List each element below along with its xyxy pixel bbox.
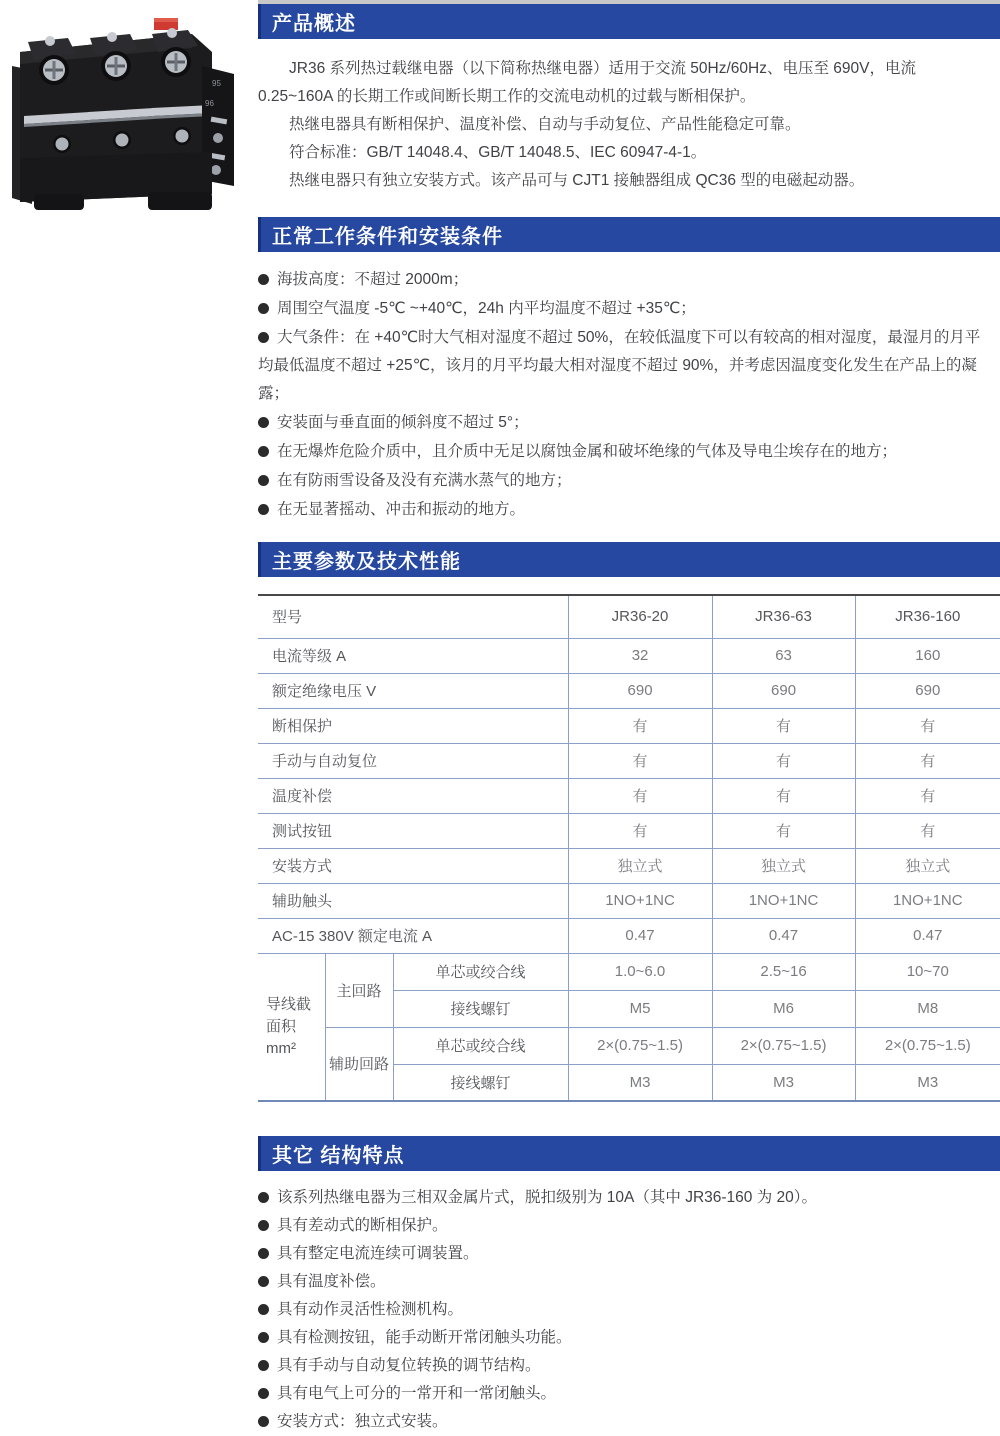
bullet-item xyxy=(258,1268,992,1295)
value-cell: 有 xyxy=(855,708,1000,743)
bullet-icon xyxy=(258,1248,269,1259)
bullet-icon xyxy=(258,332,269,343)
value-cell: 1NO+1NC xyxy=(855,883,1000,918)
wire-row-label: 单芯或绞合线 xyxy=(393,953,568,990)
paragraph: 热继电器只有独立安装方式。该产品可与 CJT1 接触器组成 QC36 型的电磁起动器。 xyxy=(289,172,865,189)
value-cell: 0.47 xyxy=(855,918,1000,953)
bullet-text: 安装方式：独立式安装。 xyxy=(277,1413,448,1430)
bullet-text: 海拔高度：不超过 2000m； xyxy=(277,271,469,288)
value-cell: 独立式 xyxy=(712,848,855,883)
relay-illustration xyxy=(6,8,238,212)
value-cell: 有 xyxy=(855,778,1000,813)
value-cell: 32 xyxy=(568,638,712,673)
value-cell: 独立式 xyxy=(568,848,712,883)
bullet-text: 具有温度补偿。 xyxy=(277,1273,386,1290)
bullet-icon xyxy=(258,1332,269,1343)
paragraph: 符合标准：GB/T 14048.4、GB/T 14048.5、IEC 60947-4-1。 xyxy=(289,144,707,161)
overview-paragraphs xyxy=(258,55,1000,195)
bullet-item xyxy=(258,1380,992,1407)
paragraph: 热继电器具有断相保护、温度补偿、自动与手动复位、产品性能稳定可靠。 xyxy=(289,116,801,133)
wire-group-title: 导线截面积 xyxy=(266,995,312,1035)
bullet-item xyxy=(258,1240,992,1267)
value-cell: M8 xyxy=(855,990,1000,1027)
row-label: AC-15 380V 额定电流 A xyxy=(258,918,568,953)
value-cell: 63 xyxy=(712,638,855,673)
table-row xyxy=(258,883,1000,918)
model-header-cell: JR36-160 xyxy=(855,595,1000,638)
table-row xyxy=(258,743,1000,778)
value-cell: 1NO+1NC xyxy=(568,883,712,918)
circuit-label: 主回路 xyxy=(325,953,393,1027)
terminal-towers xyxy=(28,28,198,85)
bullet-icon xyxy=(258,1360,269,1371)
value-cell: M6 xyxy=(712,990,855,1027)
value-cell: 有 xyxy=(568,743,712,778)
value-cell: 690 xyxy=(855,673,1000,708)
bullet-item xyxy=(258,1296,992,1323)
bullet-item xyxy=(258,1212,992,1239)
bullet-icon xyxy=(258,1276,269,1287)
bullet-icon xyxy=(258,1388,269,1399)
bullet-text: 具有检测按钮，能手动断开常闭触头功能。 xyxy=(277,1329,572,1346)
value-cell: M5 xyxy=(568,990,712,1027)
value-cell: 有 xyxy=(712,813,855,848)
value-cell: 2.5~16 xyxy=(712,953,855,990)
row-label: 安装方式 xyxy=(258,848,568,883)
conditions-bullet-list xyxy=(258,266,1000,524)
row-label: 测试按钮 xyxy=(258,813,568,848)
paragraph: JR36 系列热过载继电器（以下简称热继电器）适用于交流 50Hz/60Hz、电压至 690V，电流 0.25~160A 的长期工作或间断长期工作的交流电动机的过载与断相保护。 xyxy=(258,60,916,105)
value-cell: 2×(0.75~1.5) xyxy=(568,1027,712,1064)
value-cell: 有 xyxy=(712,778,855,813)
bullet-icon xyxy=(258,1192,269,1203)
bullet-icon xyxy=(258,1416,269,1427)
bullet-text: 具有动作灵活性检测机构。 xyxy=(277,1301,464,1318)
value-cell: 有 xyxy=(712,743,855,778)
terminal-label-96: 96 xyxy=(205,99,214,108)
section-title: 产品概述 xyxy=(272,13,356,35)
table-row xyxy=(258,673,1000,708)
table-header-label: 型号 xyxy=(258,595,568,638)
bullet-text: 大气条件：在 +40℃时大气相对湿度不超过 50%，在较低温度下可以有较高的相对湿度，最湿月的月平均最低温度不超过 +25℃，该月的月平均最大相对湿度不超过 90%，并考虑因温度变化发生在产品上的凝露； xyxy=(258,329,981,402)
value-cell: 0.47 xyxy=(568,918,712,953)
model-header-cell: JR36-63 xyxy=(712,595,855,638)
bullet-item xyxy=(258,266,992,294)
wire-group-unit: mm² xyxy=(266,1039,296,1057)
value-cell: 有 xyxy=(568,708,712,743)
value-cell: 有 xyxy=(855,743,1000,778)
value-cell: 160 xyxy=(855,638,1000,673)
table-row xyxy=(258,918,1000,953)
value-cell: 有 xyxy=(712,708,855,743)
bullet-text: 安装面与垂直面的倾斜度不超过 5°； xyxy=(277,414,529,431)
section-title: 其它 结构特点 xyxy=(272,1145,405,1167)
value-cell: M3 xyxy=(568,1064,712,1101)
section-header-overview xyxy=(258,4,1000,39)
table-row xyxy=(258,953,1000,990)
section-title: 正常工作条件和安装条件 xyxy=(272,226,503,248)
terminal-label-95: 95 xyxy=(212,79,221,88)
value-cell: 1NO+1NC xyxy=(712,883,855,918)
table-row xyxy=(258,848,1000,883)
bullet-text: 在无显著摇动、冲击和振动的地方。 xyxy=(277,501,526,518)
row-label: 断相保护 xyxy=(258,708,568,743)
value-cell: 有 xyxy=(855,813,1000,848)
bullet-icon xyxy=(258,274,269,285)
value-cell: 690 xyxy=(568,673,712,708)
table-row xyxy=(258,595,1000,638)
bullet-icon xyxy=(258,417,269,428)
bullet-icon xyxy=(258,303,269,314)
section-header-parameters xyxy=(258,542,1000,577)
content-column xyxy=(258,0,1000,1436)
bullet-text: 在无爆炸危险介质中，且介质中无足以腐蚀金属和破坏绝缘的气体及导电尘埃存在的地方； xyxy=(277,443,898,460)
value-cell: 0.47 xyxy=(712,918,855,953)
row-label: 电流等级 A xyxy=(258,638,568,673)
row-label: 额定绝缘电压 V xyxy=(258,673,568,708)
spec-table xyxy=(258,594,1000,1102)
table-row xyxy=(258,778,1000,813)
bullet-icon xyxy=(258,1304,269,1315)
bullet-item xyxy=(258,324,992,408)
bullet-text: 周围空气温度 -5℃ ~+40℃，24h 内平均温度不超过 +35℃； xyxy=(277,300,696,317)
value-cell: 10~70 xyxy=(855,953,1000,990)
value-cell: 2×(0.75~1.5) xyxy=(712,1027,855,1064)
table-row xyxy=(258,1027,1000,1064)
section-title: 主要参数及技术性能 xyxy=(272,551,461,573)
circuit-label: 辅助回路 xyxy=(325,1027,393,1101)
section-header-conditions xyxy=(258,217,1000,252)
bullet-text: 在有防雨雪设备及没有充满水蒸气的地方； xyxy=(277,472,572,489)
row-label: 手动与自动复位 xyxy=(258,743,568,778)
value-cell: 2×(0.75~1.5) xyxy=(855,1027,1000,1064)
bullet-item xyxy=(258,467,992,495)
bullet-item xyxy=(258,1324,992,1351)
row-label: 辅助触头 xyxy=(258,883,568,918)
bullet-item xyxy=(258,438,992,466)
value-cell: 1.0~6.0 xyxy=(568,953,712,990)
value-cell: 有 xyxy=(568,778,712,813)
bullet-item xyxy=(258,1408,992,1435)
table-row xyxy=(258,708,1000,743)
bullet-icon xyxy=(258,446,269,457)
bullet-item xyxy=(258,409,992,437)
features-bullet-list xyxy=(258,1184,1000,1435)
section-header-features xyxy=(258,1136,1000,1171)
bullet-item xyxy=(258,496,992,524)
table-row xyxy=(258,813,1000,848)
row-label: 温度补偿 xyxy=(258,778,568,813)
wire-row-label: 接线螺钉 xyxy=(393,1064,568,1101)
product-photo xyxy=(6,8,238,212)
bullet-icon xyxy=(258,475,269,486)
bullet-item xyxy=(258,1184,992,1211)
bullet-text: 具有电气上可分的一常开和一常闭触头。 xyxy=(277,1385,557,1402)
bullet-text: 具有手动与自动复位转换的调节结构。 xyxy=(277,1357,541,1374)
wire-row-label: 单芯或绞合线 xyxy=(393,1027,568,1064)
wire-row-label: 接线螺钉 xyxy=(393,990,568,1027)
value-cell: 有 xyxy=(568,813,712,848)
bullet-text: 具有差动式的断相保护。 xyxy=(277,1217,448,1234)
bullet-text: 具有整定电流连续可调装置。 xyxy=(277,1245,479,1262)
value-cell: 独立式 xyxy=(855,848,1000,883)
wire-group-label xyxy=(258,953,325,1101)
value-cell: M3 xyxy=(712,1064,855,1101)
value-cell: 690 xyxy=(712,673,855,708)
bullet-text: 该系列热继电器为三相双金属片式，脱扣级别为 10A（其中 JR36-160 为 20）。 xyxy=(277,1189,818,1206)
value-cell: M3 xyxy=(855,1064,1000,1101)
table-row xyxy=(258,638,1000,673)
model-header-cell: JR36-20 xyxy=(568,595,712,638)
bullet-item xyxy=(258,1352,992,1379)
bullet-icon xyxy=(258,1220,269,1231)
bullet-icon xyxy=(258,504,269,515)
bullet-item xyxy=(258,295,992,323)
